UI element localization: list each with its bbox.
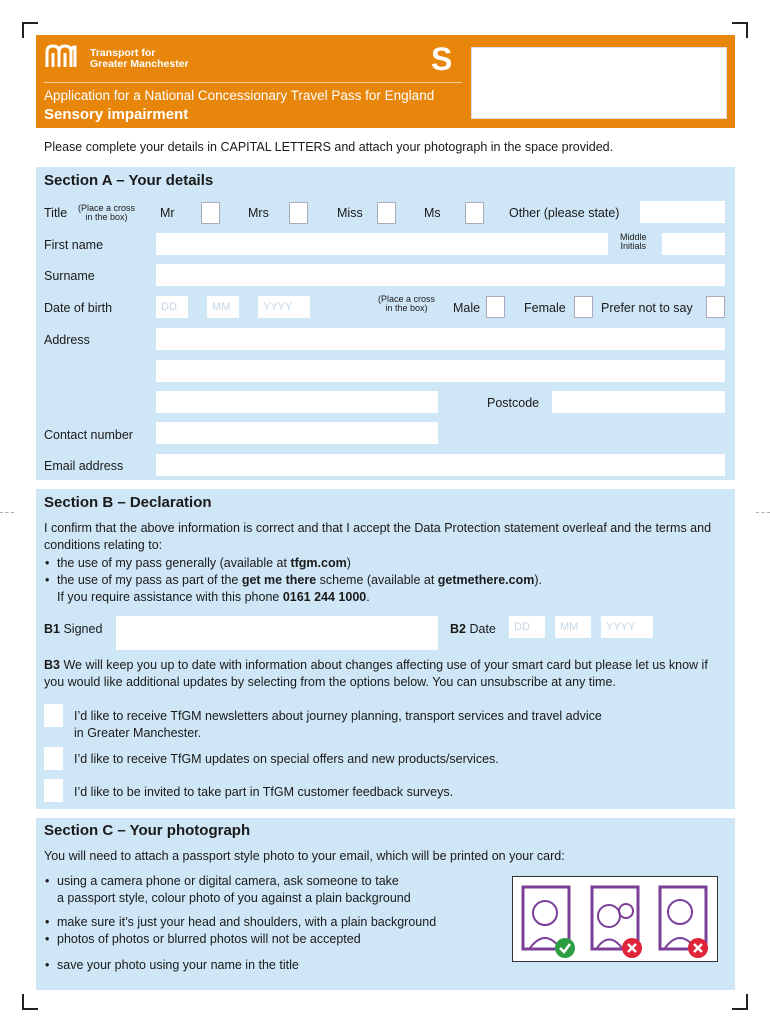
mr-checkbox[interactable] xyxy=(201,202,220,224)
fold-mark-left xyxy=(0,512,14,513)
prefer-not-checkbox[interactable] xyxy=(706,296,725,318)
form-title: Application for a National Concessionary Travel Pass for England xyxy=(44,88,435,103)
declaration-text: I confirm that the above information is correct and that I accept the Data Protection statement overleaf and the terms and conditions relating to: xyxy=(44,521,712,552)
photo-examples-illustration xyxy=(512,876,718,962)
middle-initials-input[interactable] xyxy=(662,233,725,255)
photo-bullet-1: • using a camera phone or digital camera, ask someone to take a passport style, colour photo of you against a plain background xyxy=(57,873,411,907)
address-label: Address xyxy=(44,333,90,347)
newsletter-option-label: I’d like to receive TfGM newsletters about journey planning, transport services and travel advice in Greater Manchester. xyxy=(74,709,602,740)
gender-cross-hint: (Place a cross in the box) xyxy=(378,294,436,313)
section-c-title: Section C – Your photograph xyxy=(44,822,251,839)
declaration-bullet-2: • the use of my pass as part of the get me there scheme (available at getmethere.com). xyxy=(57,572,542,589)
surname-label: Surname xyxy=(44,269,95,283)
other-title-input[interactable] xyxy=(640,201,725,223)
male-checkbox[interactable] xyxy=(486,296,505,318)
email-label: Email address xyxy=(44,459,124,473)
mrs-checkbox[interactable] xyxy=(289,202,308,224)
org-name: Transport for Greater Manchester xyxy=(90,47,189,70)
mr-label: Mr xyxy=(160,206,175,220)
section-a-title: Section A – Your details xyxy=(44,172,214,189)
section-b-title: Section B – Declaration xyxy=(44,494,212,511)
prefer-not-label: Prefer not to say xyxy=(601,301,693,315)
photo-attachment-box[interactable] xyxy=(471,47,727,119)
dob-day-input[interactable]: DD xyxy=(156,296,188,318)
assistance-text: If you require assistance with this phone 0161 244 1000. xyxy=(57,590,370,604)
sign-date-day-input[interactable]: DD xyxy=(509,616,545,638)
title-label: Title xyxy=(44,206,68,220)
female-label: Female xyxy=(524,301,566,315)
mrs-label: Mrs xyxy=(248,206,269,220)
dob-month-input[interactable]: MM xyxy=(207,296,239,318)
surveys-option-label: I’d like to be invited to take part in TfGM customer feedback surveys. xyxy=(74,785,454,799)
form-letter: S xyxy=(431,41,453,77)
offers-option-label: I’d like to receive TfGM updates on special offers and new products/services. xyxy=(74,752,499,766)
intro-text: Please complete your details in CAPITAL LETTERS and attach your photograph in the space provided. xyxy=(44,140,614,154)
other-title-label: Other (please state) xyxy=(509,206,620,220)
address-line1-input[interactable] xyxy=(156,328,725,350)
miss-label: Miss xyxy=(337,206,363,220)
dob-year-input[interactable]: YYYY xyxy=(258,296,310,318)
tfgm-logo-icon xyxy=(44,43,78,69)
ms-label: Ms xyxy=(424,206,441,220)
postcode-label: Postcode xyxy=(487,396,540,410)
offers-checkbox[interactable] xyxy=(44,747,63,770)
photo-bullet-2: • make sure it’s just your head and shoulders, with a plain background xyxy=(57,914,436,931)
first-name-label: First name xyxy=(44,238,104,252)
first-name-input[interactable] xyxy=(156,233,608,255)
form-subtitle: Sensory impairment xyxy=(44,106,189,123)
photo-instructions: You will need to attach a passport style photo to your email, which will be printed on your card: xyxy=(44,849,565,863)
section-c xyxy=(36,818,735,990)
crop-mark-bottom-left xyxy=(22,994,38,1010)
female-checkbox[interactable] xyxy=(574,296,593,318)
contact-number-label: Contact number xyxy=(44,428,133,442)
section-b xyxy=(36,489,735,809)
postcode-input[interactable] xyxy=(552,391,725,413)
signed-label: B1 Signed xyxy=(44,622,103,636)
address-line2-input[interactable] xyxy=(156,360,725,382)
middle-initials-label: Middle Initials xyxy=(620,232,647,251)
crop-mark-bottom-right xyxy=(732,994,748,1010)
photo-bullet-4: • save your photo using your name in the title xyxy=(57,957,299,974)
male-label: Male xyxy=(453,301,481,315)
header-divider xyxy=(44,82,462,83)
email-input[interactable] xyxy=(156,454,725,476)
photo-bullet-3: • photos of photos or blurred photos will not be accepted xyxy=(57,931,361,948)
b3-text: B3 We will keep you up to date with information about changes affecting use of your smart card but please let us know if you would like additional updates by selecting from the options below. You can unsubscribe at any time. xyxy=(44,658,708,689)
miss-checkbox[interactable] xyxy=(377,202,396,224)
sign-date-month-input[interactable]: MM xyxy=(555,616,591,638)
ms-checkbox[interactable] xyxy=(465,202,484,224)
form-header xyxy=(36,35,735,128)
sign-date-year-input[interactable]: YYYY xyxy=(601,616,653,638)
date-label: B2 Date xyxy=(450,622,496,636)
fold-mark-right xyxy=(756,512,770,513)
surname-input[interactable] xyxy=(156,264,725,286)
surveys-checkbox[interactable] xyxy=(44,779,63,802)
title-cross-hint: (Place a cross in the box) xyxy=(78,203,136,222)
contact-number-input[interactable] xyxy=(156,422,438,444)
section-a xyxy=(36,167,735,480)
newsletter-checkbox[interactable] xyxy=(44,704,63,727)
dob-label: Date of birth xyxy=(44,301,113,315)
address-line3-input[interactable] xyxy=(156,391,438,413)
declaration-bullet-1: • the use of my pass generally (available at tfgm.com) xyxy=(57,555,351,572)
signature-input[interactable] xyxy=(116,616,438,650)
